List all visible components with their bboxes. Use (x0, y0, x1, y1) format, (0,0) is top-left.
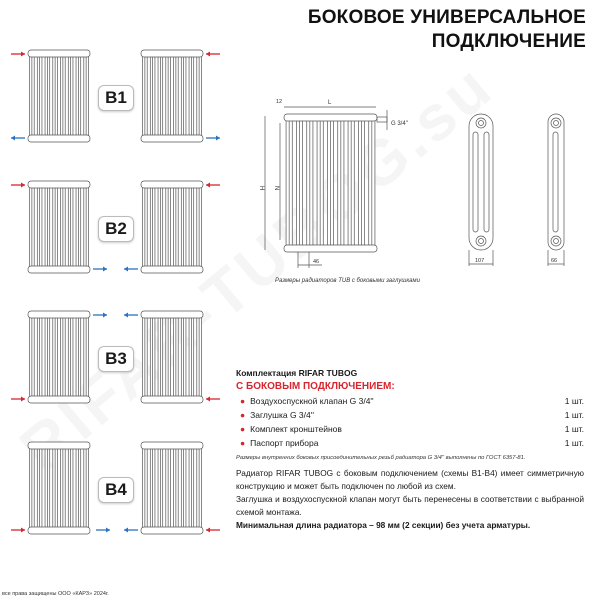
radiator-bottom-collector (28, 266, 90, 273)
dim-n: N (273, 186, 279, 191)
radiator (28, 442, 90, 534)
dim-l: L (328, 100, 332, 106)
return-arrow (11, 136, 25, 141)
kit-item-qty: 1 шт. (564, 396, 584, 406)
kit-item-qty: 1 шт. (564, 424, 584, 434)
dim-107: 107 (475, 258, 485, 264)
kit-note: Размеры внутренних боковых присоединительных резьб радиатора G 3/4'' выполнены по ГОСТ 6357-81. (236, 455, 526, 461)
radiator-top-collector (141, 311, 203, 318)
bullet-icon: ● (240, 424, 246, 434)
kit-item-qty: 1 шт. (564, 410, 584, 420)
supply-arrow (11, 397, 25, 402)
radiator (141, 442, 203, 534)
return-arrow (124, 267, 138, 272)
radiator-top-collector (141, 442, 203, 449)
kit-item-name: Воздухоспускной клапан G 3/4'' (250, 396, 374, 406)
description-p1: Радиатор RIFAR TUBOG с боковым подключением (схемы B1-B4) имеет симметричную конструкцию и может быть подключен по любой из схем. (236, 468, 584, 491)
radiator-bottom-collector (141, 527, 203, 534)
kit-item (236, 410, 584, 420)
kit-item-name: Заглушка G 3/4'' (250, 410, 314, 420)
thread-label: G 3/4'' (391, 121, 408, 127)
radiator-bottom-collector (28, 396, 90, 403)
radiator-bottom-collector (141, 396, 203, 403)
dim-h: H (258, 186, 264, 191)
return-arrow (124, 313, 138, 318)
title-line-1: БОКОВОЕ УНИВЕРСАЛЬНОЕ (307, 7, 586, 28)
radiator (141, 311, 203, 403)
side-view-66 (548, 114, 564, 266)
radiator-bottom-collector (28, 135, 90, 142)
kit-item (236, 438, 584, 448)
dim-46: 46 (313, 259, 320, 265)
bullet-icon: ● (240, 410, 246, 420)
return-arrow (206, 136, 220, 141)
radiator-bottom-collector (28, 527, 90, 534)
kit-item-name: Комплект кронштейнов (250, 424, 342, 434)
kit-item-qty: 1 шт. (564, 438, 584, 448)
return-arrow (93, 267, 107, 272)
kit-item-name: Паспорт прибора (250, 438, 319, 448)
dim-12: 12 (276, 99, 283, 105)
radiator (141, 181, 203, 273)
air-valve-fitting (377, 117, 387, 122)
supply-arrow (206, 397, 220, 402)
drawing-caption: Размеры радиаторов TUB с боковыми заглушками (275, 278, 420, 284)
page-title (308, 6, 586, 54)
radiator-bottom-collector (141, 266, 203, 273)
radiator (284, 114, 377, 252)
supply-arrow (206, 52, 220, 57)
scheme-label-b3: B3 (98, 346, 134, 372)
supply-arrow (206, 183, 220, 188)
kit-item (236, 424, 584, 434)
supply-arrow (11, 528, 25, 533)
radiator-top-collector (28, 311, 90, 318)
radiator-top-collector (141, 181, 203, 188)
supply-arrow (11, 183, 25, 188)
return-arrow (96, 528, 110, 533)
radiator-bottom-collector (141, 135, 203, 142)
kit-subheading: С БОКОВЫМ ПОДКЛЮЧЕНИЕМ: (236, 381, 395, 392)
scheme-label-b4: B4 (98, 477, 134, 503)
copyright: все права защищены ООО «КАРЗ» 2024г. (2, 591, 109, 597)
supply-arrow (206, 528, 220, 533)
radiator-top-collector (28, 50, 90, 57)
radiator-top-collector (28, 442, 90, 449)
description-p2: Заглушка и воздухоспускной клапан могут быть перенесены в соответствии с выбранной схемой монтажа. (236, 494, 584, 517)
radiator (28, 181, 90, 273)
bullet-icon: ● (240, 438, 246, 448)
description (236, 467, 584, 532)
radiator-top-collector (28, 181, 90, 188)
side-view-107 (469, 114, 493, 266)
kit-item (236, 396, 584, 406)
supply-arrow (11, 52, 25, 57)
bullet-icon: ● (240, 396, 246, 406)
radiator (28, 311, 90, 403)
kit-section (236, 368, 584, 461)
return-arrow (93, 313, 107, 318)
scheme-label-b1: B1 (98, 85, 134, 111)
kit-heading: Комплектация RIFAR TUBOG (236, 368, 358, 378)
radiator (141, 50, 203, 142)
radiator (28, 50, 90, 142)
dimension-drawing (240, 90, 600, 280)
title-line-2: ПОДКЛЮЧЕНИЕ (431, 31, 586, 52)
radiator-top-collector (141, 50, 203, 57)
scheme-label-b2: B2 (98, 216, 134, 242)
radiator-bottom-collector (284, 245, 377, 252)
connection-schemes (0, 0, 235, 560)
description-p3: Минимальная длина радиатора – 98 мм (2 секции) без учета арматуры. (236, 520, 531, 530)
dim-66: 66 (551, 258, 558, 264)
return-arrow (124, 528, 138, 533)
radiator-top-collector (284, 114, 377, 121)
front-view (284, 114, 377, 252)
